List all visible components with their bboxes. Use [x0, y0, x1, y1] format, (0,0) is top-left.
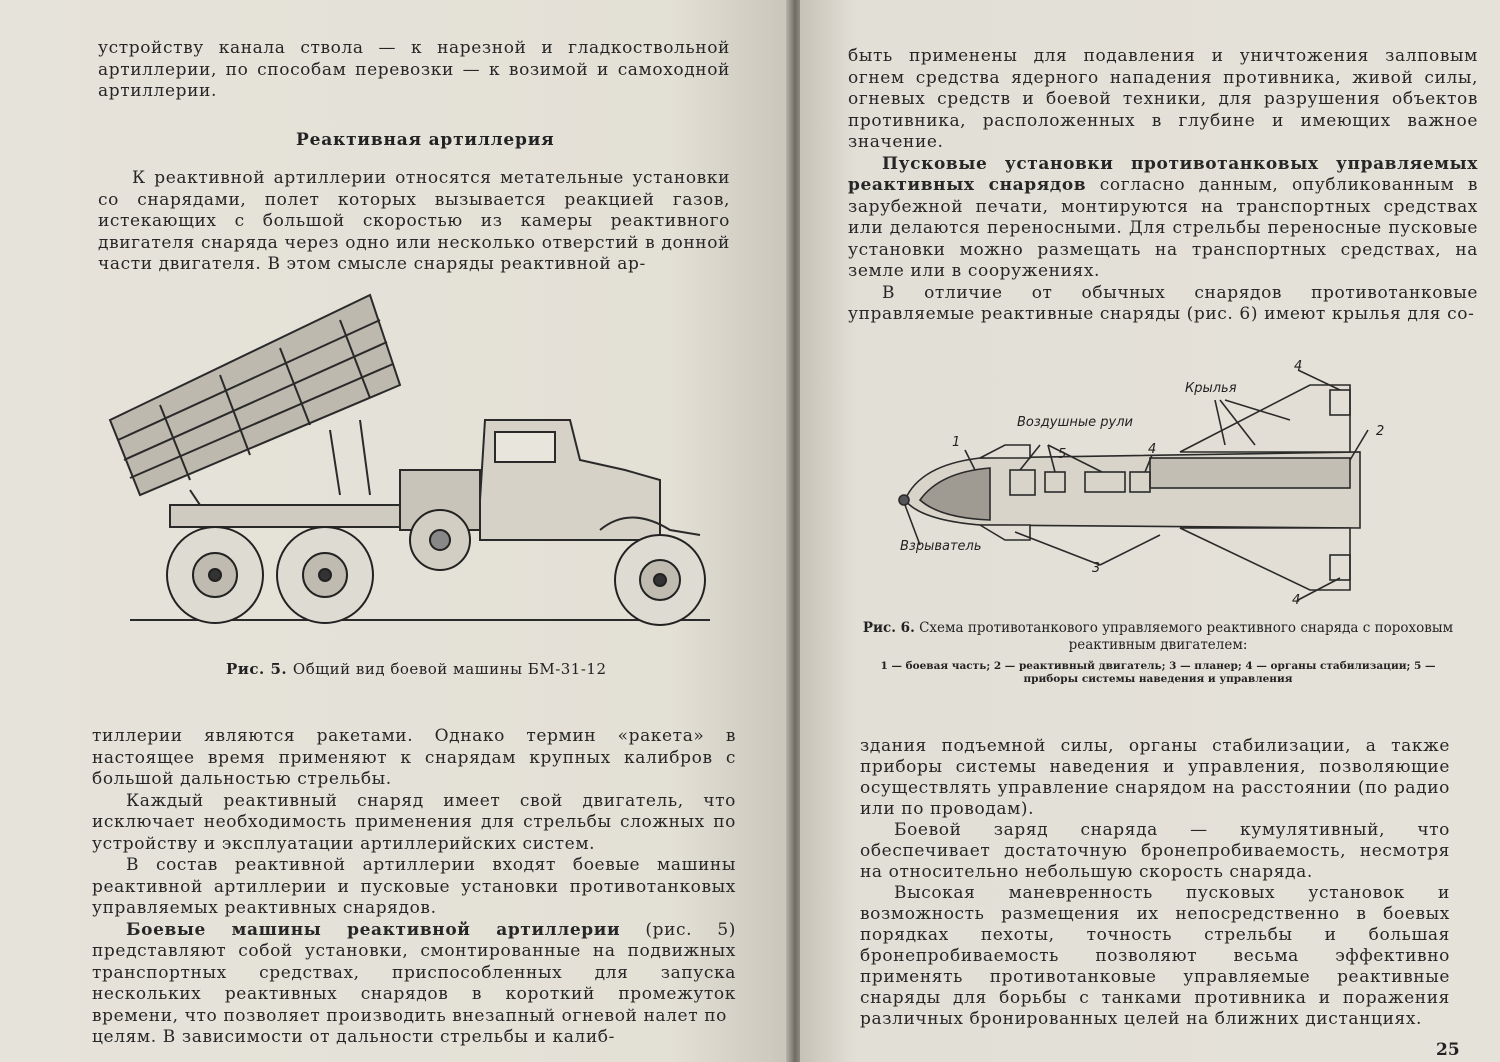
figure6-caption-text: Схема противотанкового управляемого реактивного снаряда с пороховым реактивным двигателем: — [919, 620, 1454, 653]
text-paragraph: целям. В зависимости от дальности стрельбы и калиб- — [92, 1027, 615, 1047]
text-paragraph — [848, 154, 1478, 283]
text-paragraph: Высокая маневренность пусковых установок и возможность размещения их непосредственно в боевых порядках пехоты, точность стрельбы и большая бронепробиваемость позволяют весьма эффективно применять противотанковые управляемые реактивные снаряды для борьбы с танками противника и поражения различных бронированных целей на ближних дистанциях. — [860, 883, 1450, 1029]
figure-bm31-truck-illustration — [100, 290, 720, 640]
right-paragraphs-top — [848, 46, 1478, 326]
text-run: согласно данным, опубликованным в зарубежной печати, монтируются на транспортных средствах или делаются переносными. Для стрельбы переносные пусковые установки можно размещать на транспортных средствах, на земле или в сооружениях. — [848, 175, 1479, 281]
figure5-caption — [226, 660, 607, 678]
left-top-paragraph — [98, 38, 730, 103]
page-number: 25 — [1436, 1040, 1460, 1060]
text-paragraph: здания подъемной силы, органы стабилизации, а также приборы системы наведения и управления, позволяющие осуществлять управление снарядом на расстоянии (по радио или по проводам). — [860, 736, 1450, 819]
figure5-caption-label: Рис. 5. — [226, 660, 288, 678]
figure-guided-missile-diagram — [880, 360, 1420, 610]
bold-term: Пусковые установки противотанковых управляемых реактивных снарядов — [848, 153, 1478, 195]
figure6-legend: 1 — боевая часть; 2 — реактивный двигатель; 3 — планер; 4 — органы стабилизации; 5 — приборы системы наведения и управления — [880, 660, 1436, 685]
label-n4a: 4 — [1148, 442, 1157, 457]
text-paragraph: В отличие от обычных снарядов противотанковые управляемые реактивные снаряды (рис. 6) имеют крылья для со- — [848, 282, 1478, 324]
label-air-rudders: Воздушные рули — [1017, 415, 1133, 430]
label-n3: 3 — [1092, 561, 1101, 576]
label-n1: 1 — [952, 435, 961, 450]
left-paragraph-1 — [98, 168, 730, 276]
label-n4b: 4 — [1294, 360, 1303, 374]
text-paragraph: В состав реактивной артиллерии входят боевые машины реактивной артиллерии и пусковые установки противотанковых управляемых реактивных снарядов. — [92, 855, 736, 918]
figure5-caption-text: Общий вид боевой машины БМ-31-12 — [292, 660, 607, 678]
text-paragraph: устройству канала ствола — к нарезной и гладкоствольной артиллерии, по способам перевозки — к возимой и самоходной артиллерии. — [98, 38, 730, 101]
bold-term: Боевые машины реактивной артиллерии — [126, 919, 621, 940]
text-paragraph — [92, 920, 736, 1028]
label-n5: 5 — [1058, 447, 1067, 462]
text-run: (рис. 5) представляют собой установки, смонтированные на подвижных транспортных средствах, приспособленных для запуска нескольких реактивных снарядов в короткий промежуток времени, что позволяет производить внезапный огневой налет по — [92, 919, 736, 1026]
figure6-caption-label: Рис. 6. — [862, 620, 915, 636]
label-n2: 2 — [1376, 424, 1385, 439]
figure6-caption — [858, 620, 1458, 654]
text-paragraph: К реактивной артиллерии относятся метательные установки со снарядами, полет которых вызывается реакцией газов, истекающих с большой скоростью из камеры реактивного двигателя снаряда через одно или несколько отверстий в донной части двигателя. В этом смысле снаряды реактивной ар- — [98, 168, 730, 274]
text-paragraph: тиллерии являются ракетами. Однако термин «ракета» в настоящее время применяют к снарядам крупных калибров с большой дальностью стрельбы. — [92, 726, 736, 789]
text-paragraph: Боевой заряд снаряда — кумулятивный, что обеспечивает достаточную бронепробиваемость, несмотря на относительно небольшую скорость снаряда. — [860, 820, 1450, 882]
text-paragraph: Каждый реактивный снаряд имеет свой двигатель, что исключает необходимость применения для стрельбы сложных по устройству и эксплуатации артиллерийских систем. — [92, 790, 736, 854]
label-fuze: Взрыватель — [900, 539, 982, 554]
text-paragraph: быть применены для подавления и уничтожения залповым огнем средства ядерного нападения противника, живой силы, огневых средств и боевой техники, для разрушения объектов противника, расположенных в глубине и имеющих важное значение. — [848, 46, 1478, 152]
left-paragraphs-bottom — [92, 726, 736, 1049]
label-n4c: 4 — [1292, 593, 1301, 608]
label-wings: Крылья — [1185, 381, 1237, 396]
right-paragraphs-bottom — [860, 736, 1450, 1030]
section-heading: Реактивная артиллерия — [296, 130, 555, 150]
